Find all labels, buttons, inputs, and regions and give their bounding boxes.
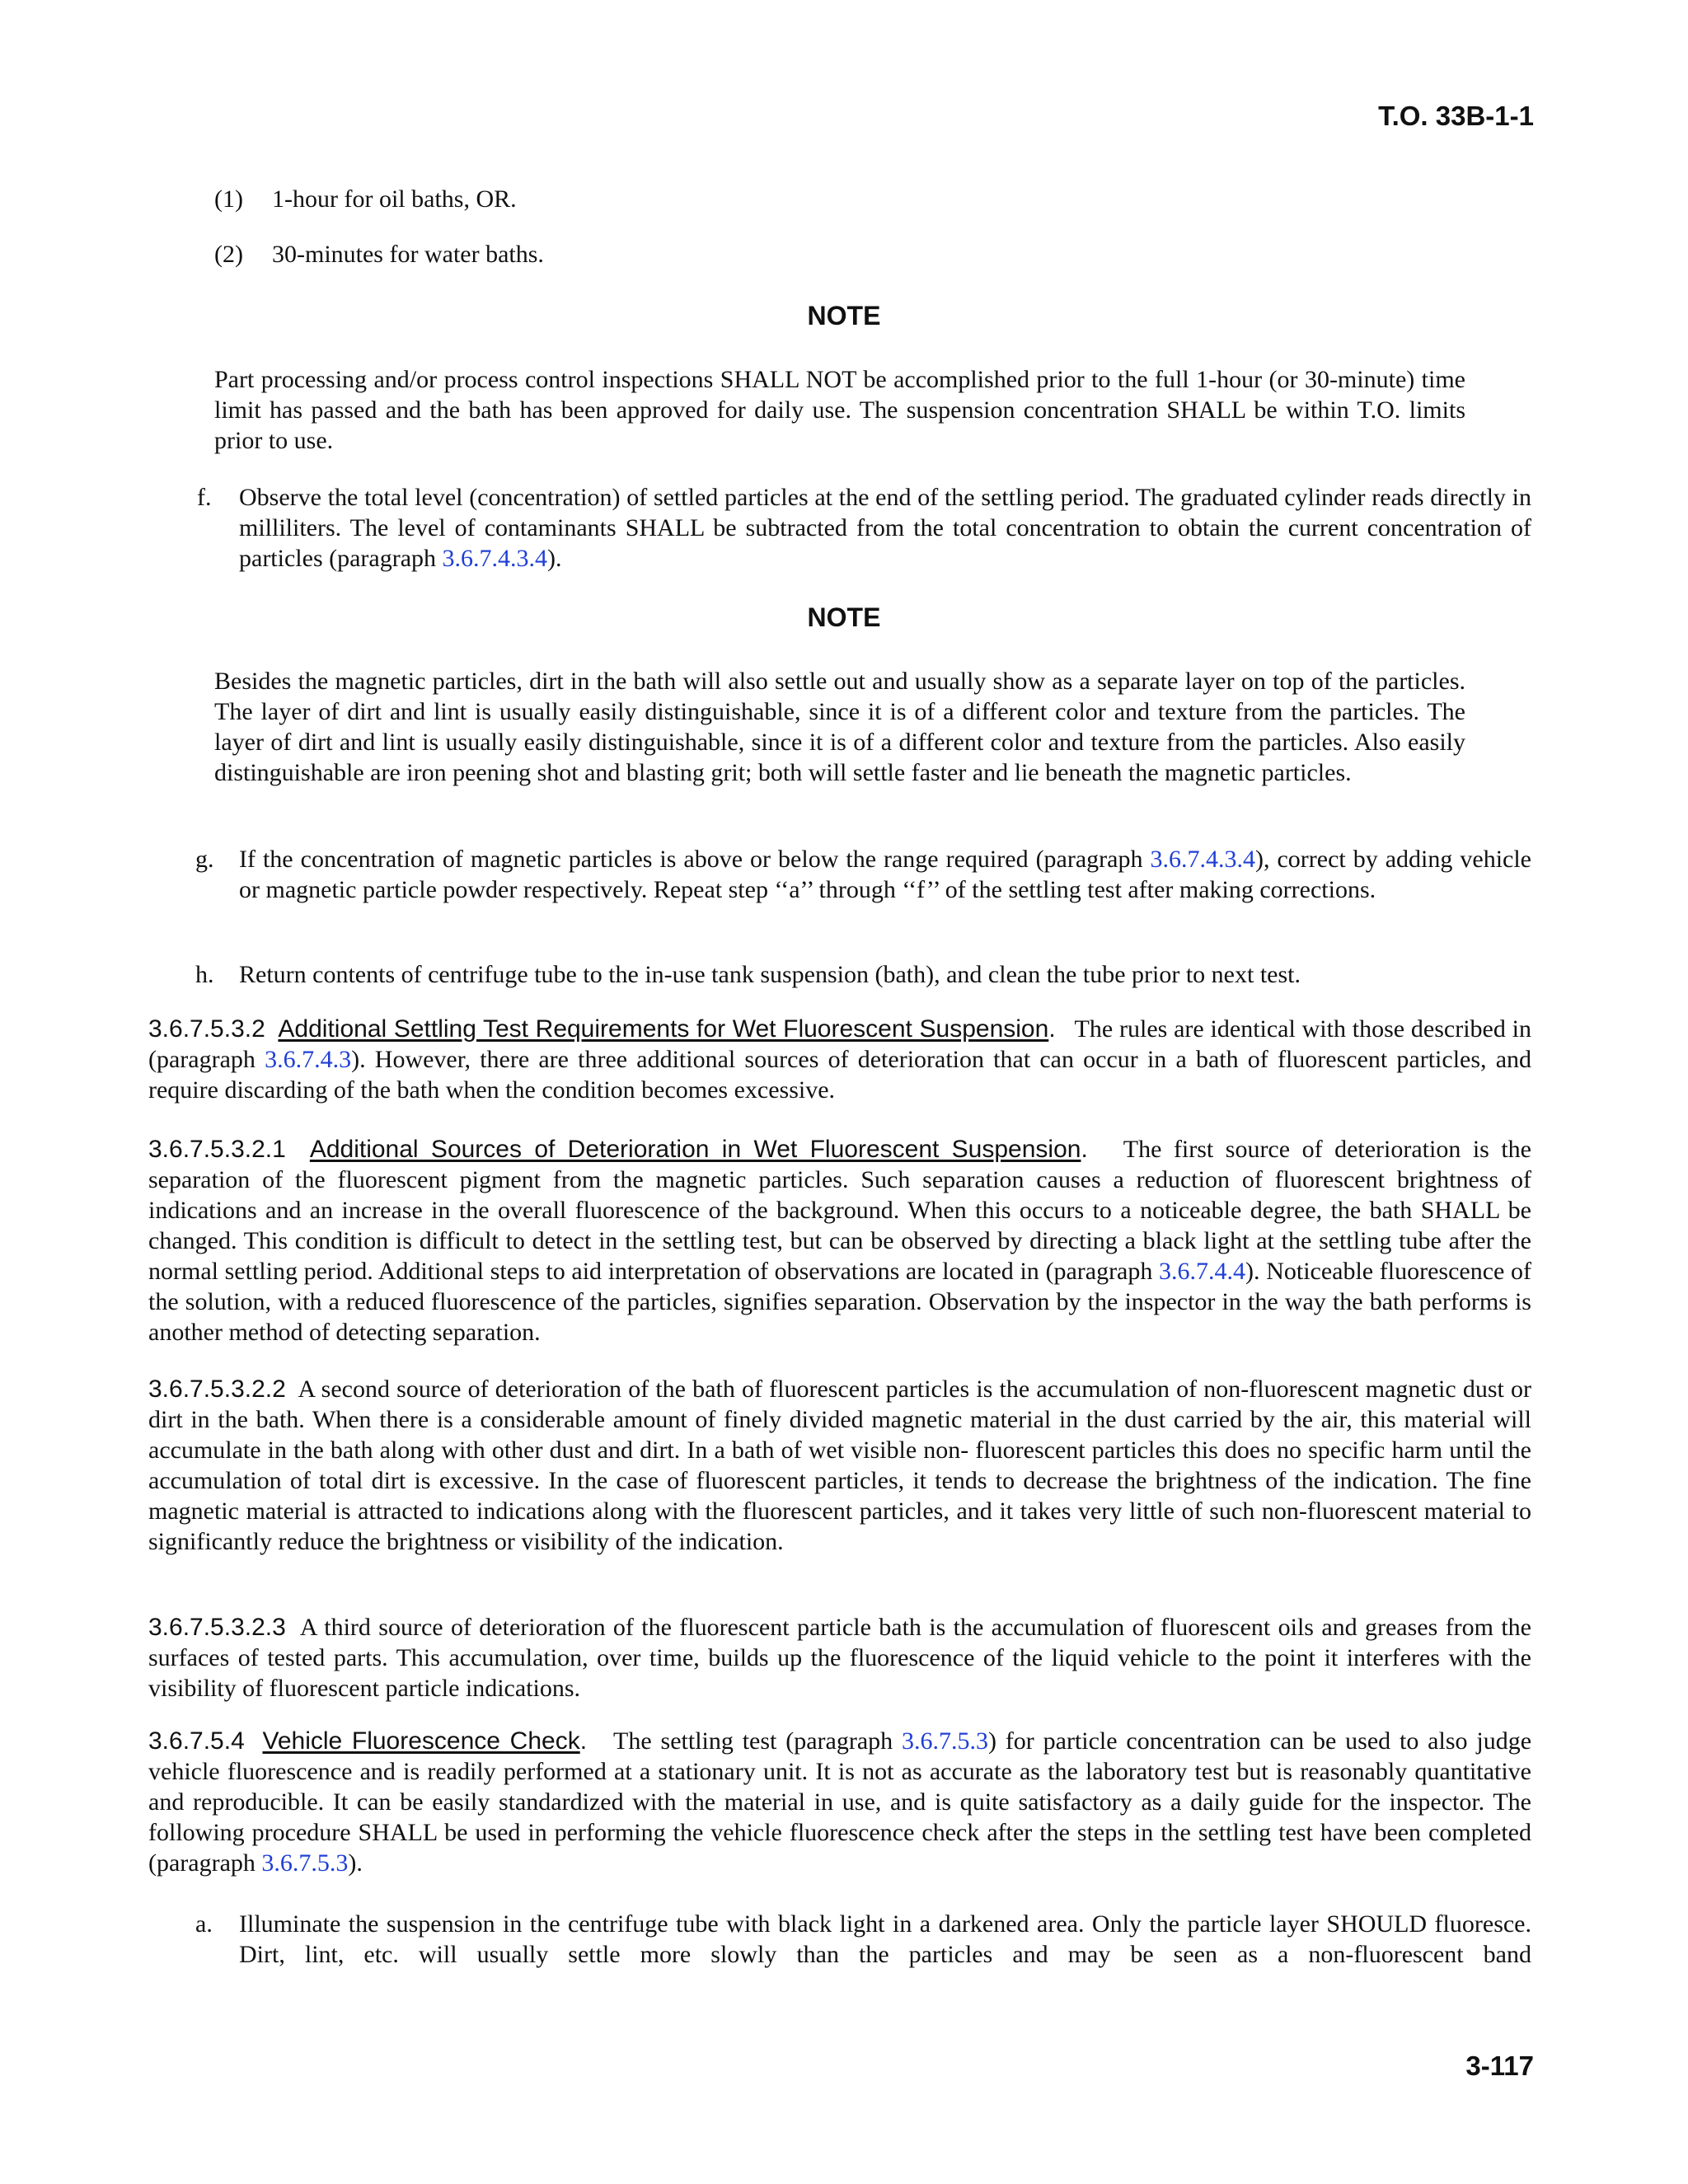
section-number: 3.6.7.5.4 bbox=[148, 1727, 245, 1755]
paragraph-link[interactable]: 3.6.7.4.3.4 bbox=[442, 545, 548, 572]
section-number: 3.6.7.5.3.2.1 bbox=[148, 1136, 286, 1163]
step-a-text: Illuminate the suspension in the centrifuge tube with black light in a darkened area. Only the particle layer SHOULD fluoresce. Dirt, lint, etc. will usually settle more slowly than the particles and may be seen as a non-fluorescent band bbox=[239, 1910, 1531, 1968]
section-3-6-7-5-4: 3.6.7.5.4 Vehicle Fluorescence Check. The settling test (paragraph 3.6.7.5.3) for particle concentration can be used to also judge vehicle fluorescence and is readily performed at a stationary unit. It is not as accurate as the laboratory test but is reasonably quantitative and reproducible. It can be easily standardized with the material in use, and is quite satisfactory as a daily guide for the inspector. The following procedure SHALL be used in performing the vehicle fluorescence check after the steps in the settling test have been completed (paragraph 3.6.7.5.3). bbox=[148, 1727, 1532, 1877]
section-3-6-7-5-3-2-3: 3.6.7.5.3.2.3 A third source of deterioration of the fluorescent particle bath is the accumulation of fluorescent oils and greases from the surfaces of tested parts. This accumulation, over time, builds up the fluorescence of the liquid vehicle to the point it interferes with the visibility of fluorescent particle indications. bbox=[148, 1614, 1531, 1702]
step-a-label: a. bbox=[195, 1910, 213, 1938]
section-number: 3.6.7.5.3.2 bbox=[148, 1015, 265, 1043]
paragraph-link[interactable]: 3.6.7.5.3 bbox=[261, 1849, 349, 1877]
document-id: T.O. 33B-1-1 bbox=[1378, 101, 1534, 131]
paragraph-link[interactable]: 3.6.7.5.3 bbox=[901, 1727, 988, 1755]
note-title: NOTE bbox=[807, 301, 881, 330]
note-title: NOTE bbox=[807, 602, 881, 632]
step-f-text: Observe the total level (concentration) of settled particles at the end of the settling period. The graduated cylinder reads directly in milliliters. The level of contaminants SHALL be subtracted from the total concentration to obtain the current concentration of particles (paragraph 3.6.7.4.3.4). bbox=[239, 484, 1531, 572]
item-2-label: (2) bbox=[214, 241, 243, 268]
section-3-6-7-5-3-2-2: 3.6.7.5.3.2.2 A second source of deterioration of the bath of fluorescent particles is the accumulation of non-fluorescent magnetic dust or dirt in the bath. When there is a considerable amount of finely divided magnetic material in the dust carried by the air, this material will accumulate in the bath along with other dust and dirt. In a bath of wet visible non- fluorescent particles this does no specific harm until the accumulation of total dirt is excessive. In the case of fluorescent particles, it tends to decrease the brightness of the indication. The fine magnetic material is attracted to indications along with the fluorescent particles, and it takes very little of such non-fluorescent material to significantly reduce the brightness or visibility of the indication. bbox=[148, 1376, 1531, 1555]
item-2-text: 30-minutes for water baths. bbox=[272, 241, 544, 268]
section-3-6-7-5-3-2: 3.6.7.5.3.2 Additional Settling Test Requirements for Wet Fluorescent Suspension. The rules are identical with those described in (paragraph 3.6.7.4.3). However, there are three additional sources of deterioration that can occur in a bath of fluorescent particles, and require discarding of the bath when the condition becomes excessive. bbox=[148, 1015, 1532, 1104]
step-h-text: Return contents of centrifuge tube to the in-use tank suspension (bath), and clean the tube prior to next test. bbox=[239, 961, 1301, 988]
note-text: Part processing and/or process control inspections SHALL NOT be accomplished prior to the full 1-hour (or 30-minute) time limit has passed and the bath has been approved for daily use. The suspension concentration SHALL be within T.O. limits prior to use. bbox=[214, 366, 1465, 454]
step-f-label: f. bbox=[197, 484, 212, 511]
section-number: 3.6.7.5.3.2.3 bbox=[148, 1614, 286, 1641]
section-number: 3.6.7.5.3.2.2 bbox=[148, 1376, 286, 1403]
step-h-label: h. bbox=[195, 961, 214, 988]
paragraph-link[interactable]: 3.6.7.4.3 bbox=[265, 1046, 352, 1073]
section-title: Vehicle Fluorescence Check bbox=[262, 1727, 580, 1755]
section-title: Additional Settling Test Requirements for Wet Fluorescent Suspension bbox=[278, 1015, 1049, 1043]
step-g-label: g. bbox=[195, 846, 214, 873]
step-g-text: If the concentration of magnetic particles is above or below the range required (paragraph 3.6.7.4.3.4), correct by adding vehicle or magnetic particle powder respectively. Repeat step ‘‘a’’ through ‘‘f’’ of the settling test after making corrections. bbox=[239, 846, 1531, 903]
section-3-6-7-5-3-2-1: 3.6.7.5.3.2.1 Additional Sources of Deterioration in Wet Fluorescent Suspension. The first source of deterioration is the separation of the fluorescent pigment from the magnetic particles. Such separation causes a reduction of fluorescent brightness of indications and an increase in the overall fluorescence of the background. When this occurs to a noticeable degree, the bath SHALL be changed. This condition is difficult to detect in the settling test, but can be observed by directing a black light at the settling tube after the normal settling period. Additional steps to aid interpretation of observations are located in (paragraph 3.6.7.4.4). Noticeable fluorescence of the solution, with a reduced fluorescence of the particles, signifies separation. Observation by the inspector in the way the bath performs is another method of detecting separation. bbox=[148, 1136, 1532, 1346]
paragraph-link[interactable]: 3.6.7.4.4 bbox=[1159, 1258, 1246, 1285]
item-1-label: (1) bbox=[214, 185, 243, 213]
note-text: Besides the magnetic particles, dirt in the bath will also settle out and usually show as a separate layer on top of the particles. The layer of dirt and lint is usually easily distinguishable, since it is of a different color and texture from the particles. The layer of dirt and lint is usually easily distinguishable, since it is of a different color and texture from the particles. Also easily distinguishable are iron peening shot and blasting grit; both will settle faster and lie beneath the magnetic particles. bbox=[214, 668, 1465, 786]
section-title: Additional Sources of Deterioration in Wet Fluorescent Suspension bbox=[309, 1136, 1081, 1163]
paragraph-link[interactable]: 3.6.7.4.3.4 bbox=[1150, 846, 1255, 873]
item-1-text: 1-hour for oil baths, OR. bbox=[272, 185, 517, 213]
page-number: 3-117 bbox=[1465, 2050, 1534, 2081]
